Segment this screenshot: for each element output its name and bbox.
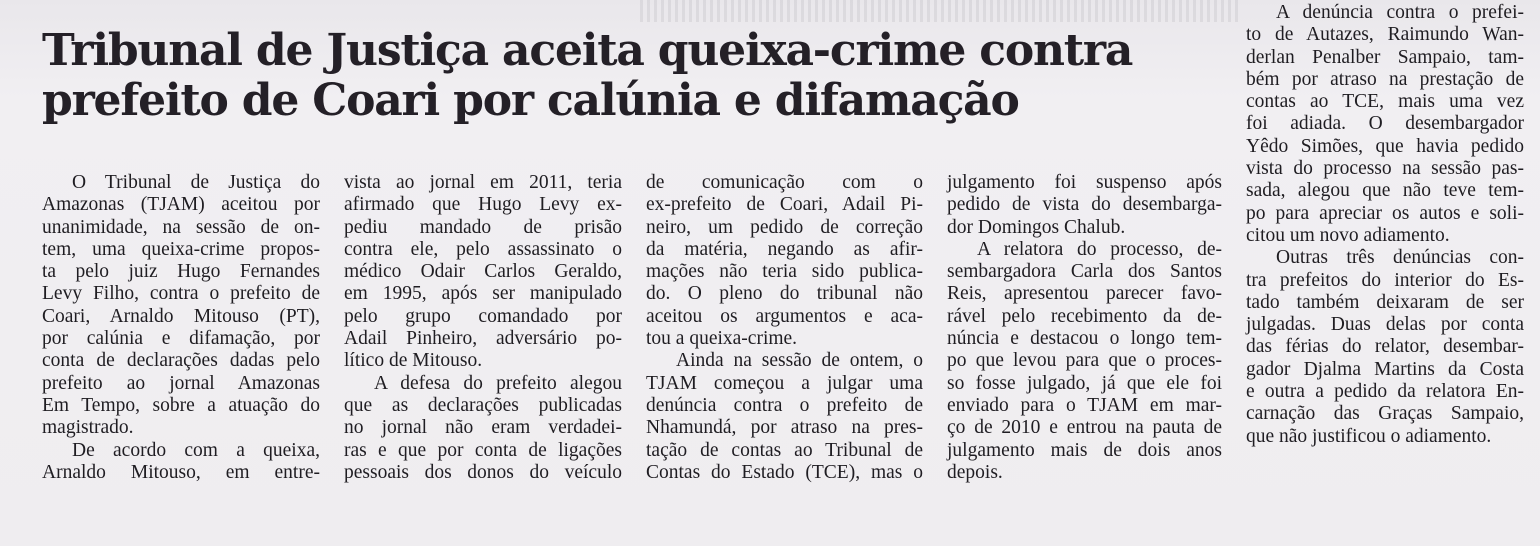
article-column-5 xyxy=(1246,2,1524,448)
body-text-line: unanimidade, na sessão de on- xyxy=(42,216,320,238)
body-text-line: por calúnia e difamação, por xyxy=(42,328,320,350)
body-text-line: tação de contas ao Tribunal de xyxy=(646,439,923,461)
body-text-line: mações não teria sido publica- xyxy=(646,261,923,283)
body-text-line: conta de declarações dadas pelo xyxy=(42,350,320,372)
body-text-line: pediu mandado de prisão xyxy=(344,216,622,238)
article-headline xyxy=(42,26,1222,126)
body-text-line: da matéria, negando as afir- xyxy=(646,238,923,260)
body-text-line: que não justificou o adiamento. xyxy=(1246,425,1492,447)
body-text-line: de comunicação com o xyxy=(646,172,923,193)
body-text-line: ex-prefeito de Coari, Adail Pi- xyxy=(646,194,923,216)
body-text-line: Levy Filho, contra o prefeito de xyxy=(42,283,320,305)
body-text-line: lítico de Mitouso. xyxy=(344,350,483,372)
body-text-line: em 1995, após ser manipulado xyxy=(344,283,622,305)
body-text-line: tem, uma queixa-crime propos- xyxy=(42,238,320,260)
body-text-line: depois. xyxy=(947,461,1003,483)
article-column-3 xyxy=(646,172,923,484)
body-text-line: pelo grupo comandado por xyxy=(344,305,622,327)
body-text-line: Ainda na sessão de ontem, o xyxy=(676,350,923,372)
article-column-2 xyxy=(344,172,622,484)
article-column-4 xyxy=(947,172,1222,484)
body-text-line: Reis, apresentou parecer favo- xyxy=(947,283,1222,305)
body-text-line: citou um novo adiamento. xyxy=(1246,224,1450,246)
body-text-line: no jornal não eram verdadei- xyxy=(344,417,622,439)
headline-line: Tribunal de Justiça aceita queixa-crime contra xyxy=(42,25,1133,76)
body-text-line: po para apreciar os autos e soli- xyxy=(1246,202,1524,224)
body-text-line: Amazonas (TJAM) aceitou por xyxy=(42,194,320,216)
body-text-line: Arnaldo Mitouso, em entre- xyxy=(42,461,320,483)
article-column-1 xyxy=(42,172,320,484)
body-text-line: tra prefeitos do interior do Es- xyxy=(1246,269,1524,291)
body-text-line: sembargadora Carla dos Santos xyxy=(947,261,1222,283)
body-text-line: vista do processo na sessão pas- xyxy=(1246,158,1524,180)
body-text-line: A defesa do prefeito alegou xyxy=(374,372,622,394)
body-text-line: Contas do Estado (TCE), mas o xyxy=(646,461,923,483)
body-text-line: TJAM começou a julgar uma xyxy=(646,372,923,394)
body-text-line: O Tribunal de Justiça do xyxy=(72,172,320,193)
body-text-line: Nhamundá, por atraso na pres- xyxy=(646,417,923,439)
body-text-line: contas ao TCE, mais uma vez xyxy=(1246,91,1524,113)
body-text-line: afirmado que Hugo Levy ex- xyxy=(344,194,622,216)
body-text-line: sada, alegou que não teve tem- xyxy=(1246,180,1524,202)
body-text-line: do. O pleno do tribunal não xyxy=(646,283,923,305)
body-text-line: núncia e destacou o longo tem- xyxy=(947,328,1222,350)
body-text-line: vista ao jornal em 2011, teria xyxy=(344,172,622,193)
body-text-line: Em Tempo, sobre a atuação do xyxy=(42,394,320,416)
body-text-line: A relatora do processo, de- xyxy=(977,238,1222,260)
body-text-line: gador Djalma Martins da Costa xyxy=(1246,358,1524,380)
body-text-line: bém por atraso na prestação de xyxy=(1246,68,1524,90)
body-text-line: denúncia contra o prefeito de xyxy=(646,394,923,416)
body-text-line: foi adiada. O desembargador xyxy=(1246,113,1524,135)
body-text-line: prefeito ao jornal Amazonas xyxy=(42,372,320,394)
body-text-line: tou a queixa-crime. xyxy=(646,328,798,350)
body-text-line: pessoais dos donos do veículo xyxy=(344,461,622,483)
body-text-line: Adail Pinheiro, adversário po- xyxy=(344,328,622,350)
body-text-line: julgadas. Duas delas por conta xyxy=(1246,314,1524,336)
body-text-line: que as declarações publicadas xyxy=(344,394,622,416)
body-text-line: e outra a pedido da relatora En- xyxy=(1246,381,1524,403)
body-text-line: De acordo com a queixa, xyxy=(72,439,320,461)
body-text-line: so fosse julgado, já que ele foi xyxy=(947,372,1222,394)
body-text-line: das férias do relator, desembar- xyxy=(1246,336,1524,358)
body-text-line: Yêdo Simões, que havia pedido xyxy=(1246,135,1524,157)
body-text-line: A denúncia contra o prefei- xyxy=(1276,2,1524,23)
body-text-line: Coari, Arnaldo Mitouso (PT), xyxy=(42,305,320,327)
body-text-line: carnação das Graças Sampaio, xyxy=(1246,403,1524,425)
print-bleed-through xyxy=(640,0,1240,22)
body-text-line: tado também deixaram de ser xyxy=(1246,291,1524,313)
body-text-line: aceitou os argumentos e aca- xyxy=(646,305,923,327)
body-text-line: Outras três denúncias con- xyxy=(1276,247,1524,269)
body-text-line: julgamento mais de dois anos xyxy=(947,439,1222,461)
body-text-line: derlan Penalber Sampaio, tam- xyxy=(1246,46,1524,68)
body-text-line: dor Domingos Chalub. xyxy=(947,216,1126,238)
body-text-line: neiro, um pedido de correção xyxy=(646,216,923,238)
body-text-line: contra ele, pelo assassinato o xyxy=(344,238,622,260)
body-text-line: enviado para o TJAM em mar- xyxy=(947,394,1222,416)
body-text-line: rável pelo recebimento da de- xyxy=(947,305,1222,327)
body-text-line: pedido de vista do desembarga- xyxy=(947,194,1222,216)
body-text-line: to de Autazes, Raimundo Wan- xyxy=(1246,24,1524,46)
body-text-line: magistrado. xyxy=(42,417,134,439)
body-text-line: ta pelo juiz Hugo Fernandes xyxy=(42,261,320,283)
body-text-line: po que levou para que o proces- xyxy=(947,350,1222,372)
body-text-line: ras e que por conta de ligações xyxy=(344,439,622,461)
body-text-line: julgamento foi suspenso após xyxy=(947,172,1222,193)
headline-line: prefeito de Coari por calúnia e difamação xyxy=(42,75,1019,126)
body-text-line: médico Odair Carlos Geraldo, xyxy=(344,261,622,283)
body-text-line: ço de 2010 e entrou na pauta de xyxy=(947,417,1222,439)
